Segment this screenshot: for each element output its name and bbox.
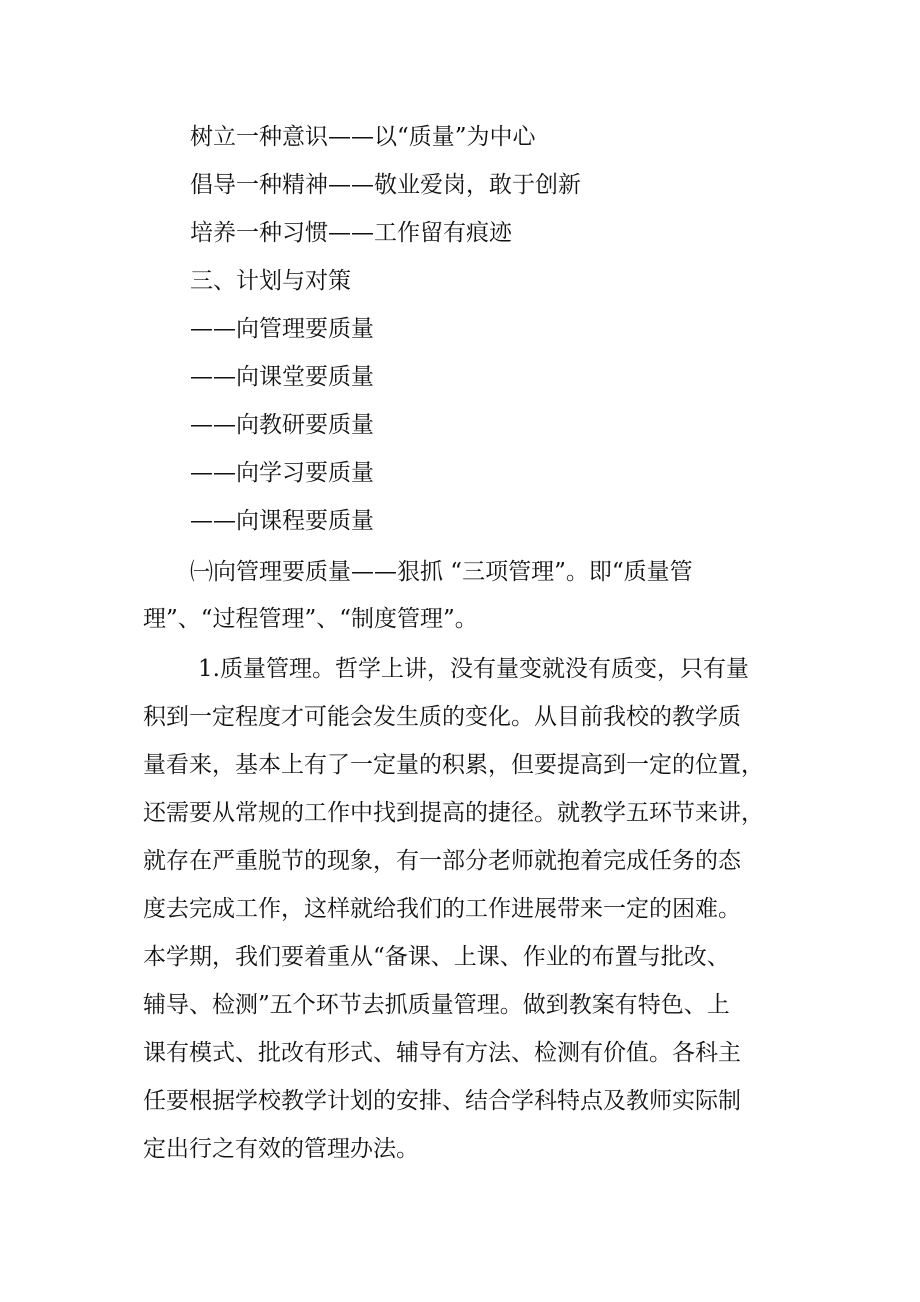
paragraph-line: 就存在严重脱节的现象，有一部分老师就抱着完成任务的态	[143, 848, 741, 874]
paragraph-line: 量看来，基本上有了一定量的积累，但要提高到一定的位置，	[143, 752, 764, 778]
paragraph-line: 1.质量管理。哲学上讲，没有量变就没有质变，只有量	[198, 656, 749, 682]
plan-item: ——向学习要质量	[190, 460, 374, 486]
paragraph-line: 辅导、检测”五个环节去抓质量管理。做到教案有特色、上	[143, 992, 730, 1018]
paragraph-line: 还需要从常规的工作中找到提高的捷径。就教学五环节来讲，	[143, 800, 764, 826]
slogan-line: 倡导一种精神——敬业爱岗，敢于创新	[190, 172, 581, 198]
section-heading: 三、计划与对策	[190, 268, 351, 294]
plan-item: ——向课程要质量	[190, 508, 374, 534]
subsection-heading-line: 理”、“过程管理”、“制度管理”。	[143, 606, 478, 632]
slogan-line: 培养一种习惯——工作留有痕迹	[190, 220, 512, 246]
paragraph-line: 课有模式、批改有形式、辅导有方法、检测有价值。各科主	[143, 1040, 741, 1066]
plan-item: ——向课堂要质量	[190, 364, 374, 390]
paragraph-line: 任要根据学校教学计划的安排、结合学科特点及教师实际制	[143, 1088, 741, 1114]
paragraph-line: 本学期，我们要着重从“备课、上课、作业的布置与批改、	[143, 944, 730, 970]
slogan-line: 树立一种意识——以“质量”为中心	[190, 124, 536, 150]
paragraph-line: 定出行之有效的管理办法。	[143, 1136, 419, 1162]
plan-item: ——向教研要质量	[190, 412, 374, 438]
paragraph-line: 度去完成工作，这样就给我们的工作进展带来一定的困难。	[143, 896, 741, 922]
subsection-heading-line: ㈠向管理要质量——狠抓 “三项管理”。即“质量管	[190, 559, 693, 585]
plan-item: ——向管理要质量	[190, 316, 374, 342]
paragraph-line: 积到一定程度才可能会发生质的变化。从目前我校的教学质	[143, 704, 741, 730]
